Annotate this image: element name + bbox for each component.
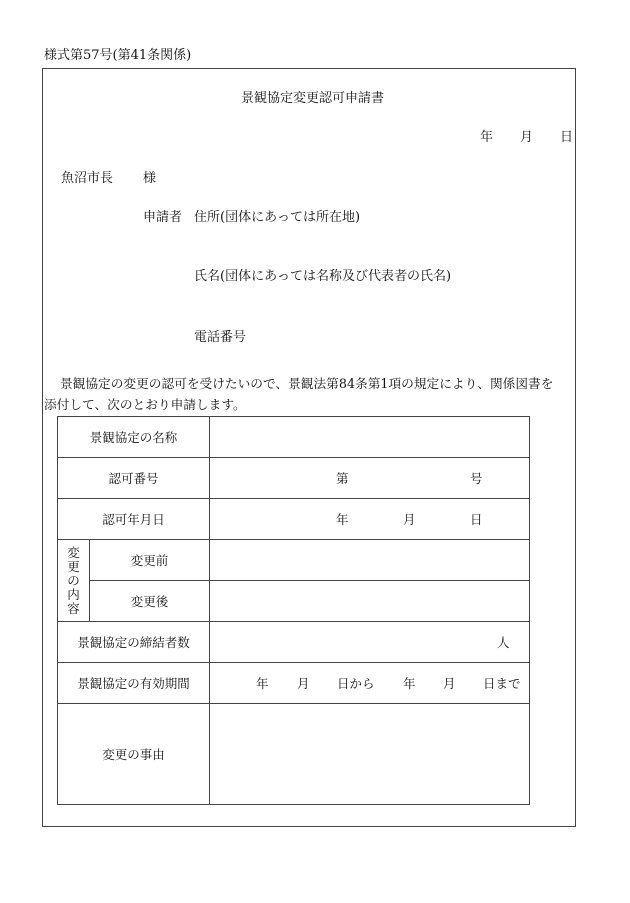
permit-date-day: 日: [470, 512, 483, 527]
row-signatory-count: [58, 622, 530, 663]
applicant-phone-label: 電話番号: [194, 330, 247, 345]
period-to-year: 年: [403, 676, 416, 691]
value-permit-number[interactable]: [210, 458, 530, 499]
value-signatory-count[interactable]: [210, 622, 530, 663]
application-table: [57, 416, 530, 805]
row-change-before: [58, 540, 530, 581]
permit-date-year: 年: [336, 512, 349, 527]
body-text-line1: 景観協定の変更の認可を受けたいので、景観法第84条第1項の規定により、関係図書を: [60, 376, 554, 391]
applicant-address-label: 住所(団体にあっては所在地): [194, 210, 361, 225]
applicant-label: 申請者: [143, 210, 183, 225]
label-change-after: 変更後: [90, 581, 210, 622]
label-signatory-count: 景観協定の締結者数: [58, 622, 210, 663]
form-number: 様式第57号(第41条関係): [44, 48, 192, 63]
period-from-month: 月: [297, 676, 310, 691]
addressee-honorific: 様: [143, 171, 157, 186]
addressee-name: 魚沼市長: [61, 171, 114, 186]
row-validity-period: [58, 663, 530, 704]
value-permit-date[interactable]: [210, 499, 530, 540]
change-content-text: 変更の内容: [67, 544, 80, 616]
label-validity-period: 景観協定の有効期間: [58, 663, 210, 704]
permit-number-suffix: 号: [470, 471, 483, 486]
period-to-day: 日まで: [483, 676, 521, 691]
period-to-month: 月: [443, 676, 456, 691]
row-change-after: [58, 581, 530, 622]
value-validity-period[interactable]: [210, 663, 530, 704]
row-permit-date: [58, 499, 530, 540]
value-agreement-name[interactable]: [210, 417, 530, 458]
permit-number-prefix: 第: [336, 471, 349, 486]
signatory-unit: 人: [497, 635, 510, 650]
body-text-line2: 添付して、次のとおり申請します。: [44, 397, 246, 412]
label-reason: 変更の事由: [58, 704, 210, 805]
date-day: 日: [560, 130, 574, 145]
form-title: 景観協定変更認可申請書: [241, 91, 385, 106]
label-change-content: [58, 540, 90, 622]
label-agreement-name: 景観協定の名称: [58, 417, 210, 458]
row-reason: [58, 704, 530, 805]
period-from-day: 日から: [337, 676, 375, 691]
date-year: 年: [480, 130, 494, 145]
period-from-year: 年: [256, 676, 269, 691]
value-change-before[interactable]: [210, 540, 530, 581]
row-permit-number: [58, 458, 530, 499]
label-permit-number: 認可番号: [58, 458, 210, 499]
applicant-name-label: 氏名(団体にあっては名称及び代表者の氏名): [194, 269, 452, 284]
permit-date-month: 月: [403, 512, 416, 527]
row-agreement-name: [58, 417, 530, 458]
value-change-after[interactable]: [210, 581, 530, 622]
value-reason[interactable]: [210, 704, 530, 805]
label-change-before: 変更前: [90, 540, 210, 581]
label-permit-date: 認可年月日: [58, 499, 210, 540]
date-month: 月: [520, 130, 534, 145]
